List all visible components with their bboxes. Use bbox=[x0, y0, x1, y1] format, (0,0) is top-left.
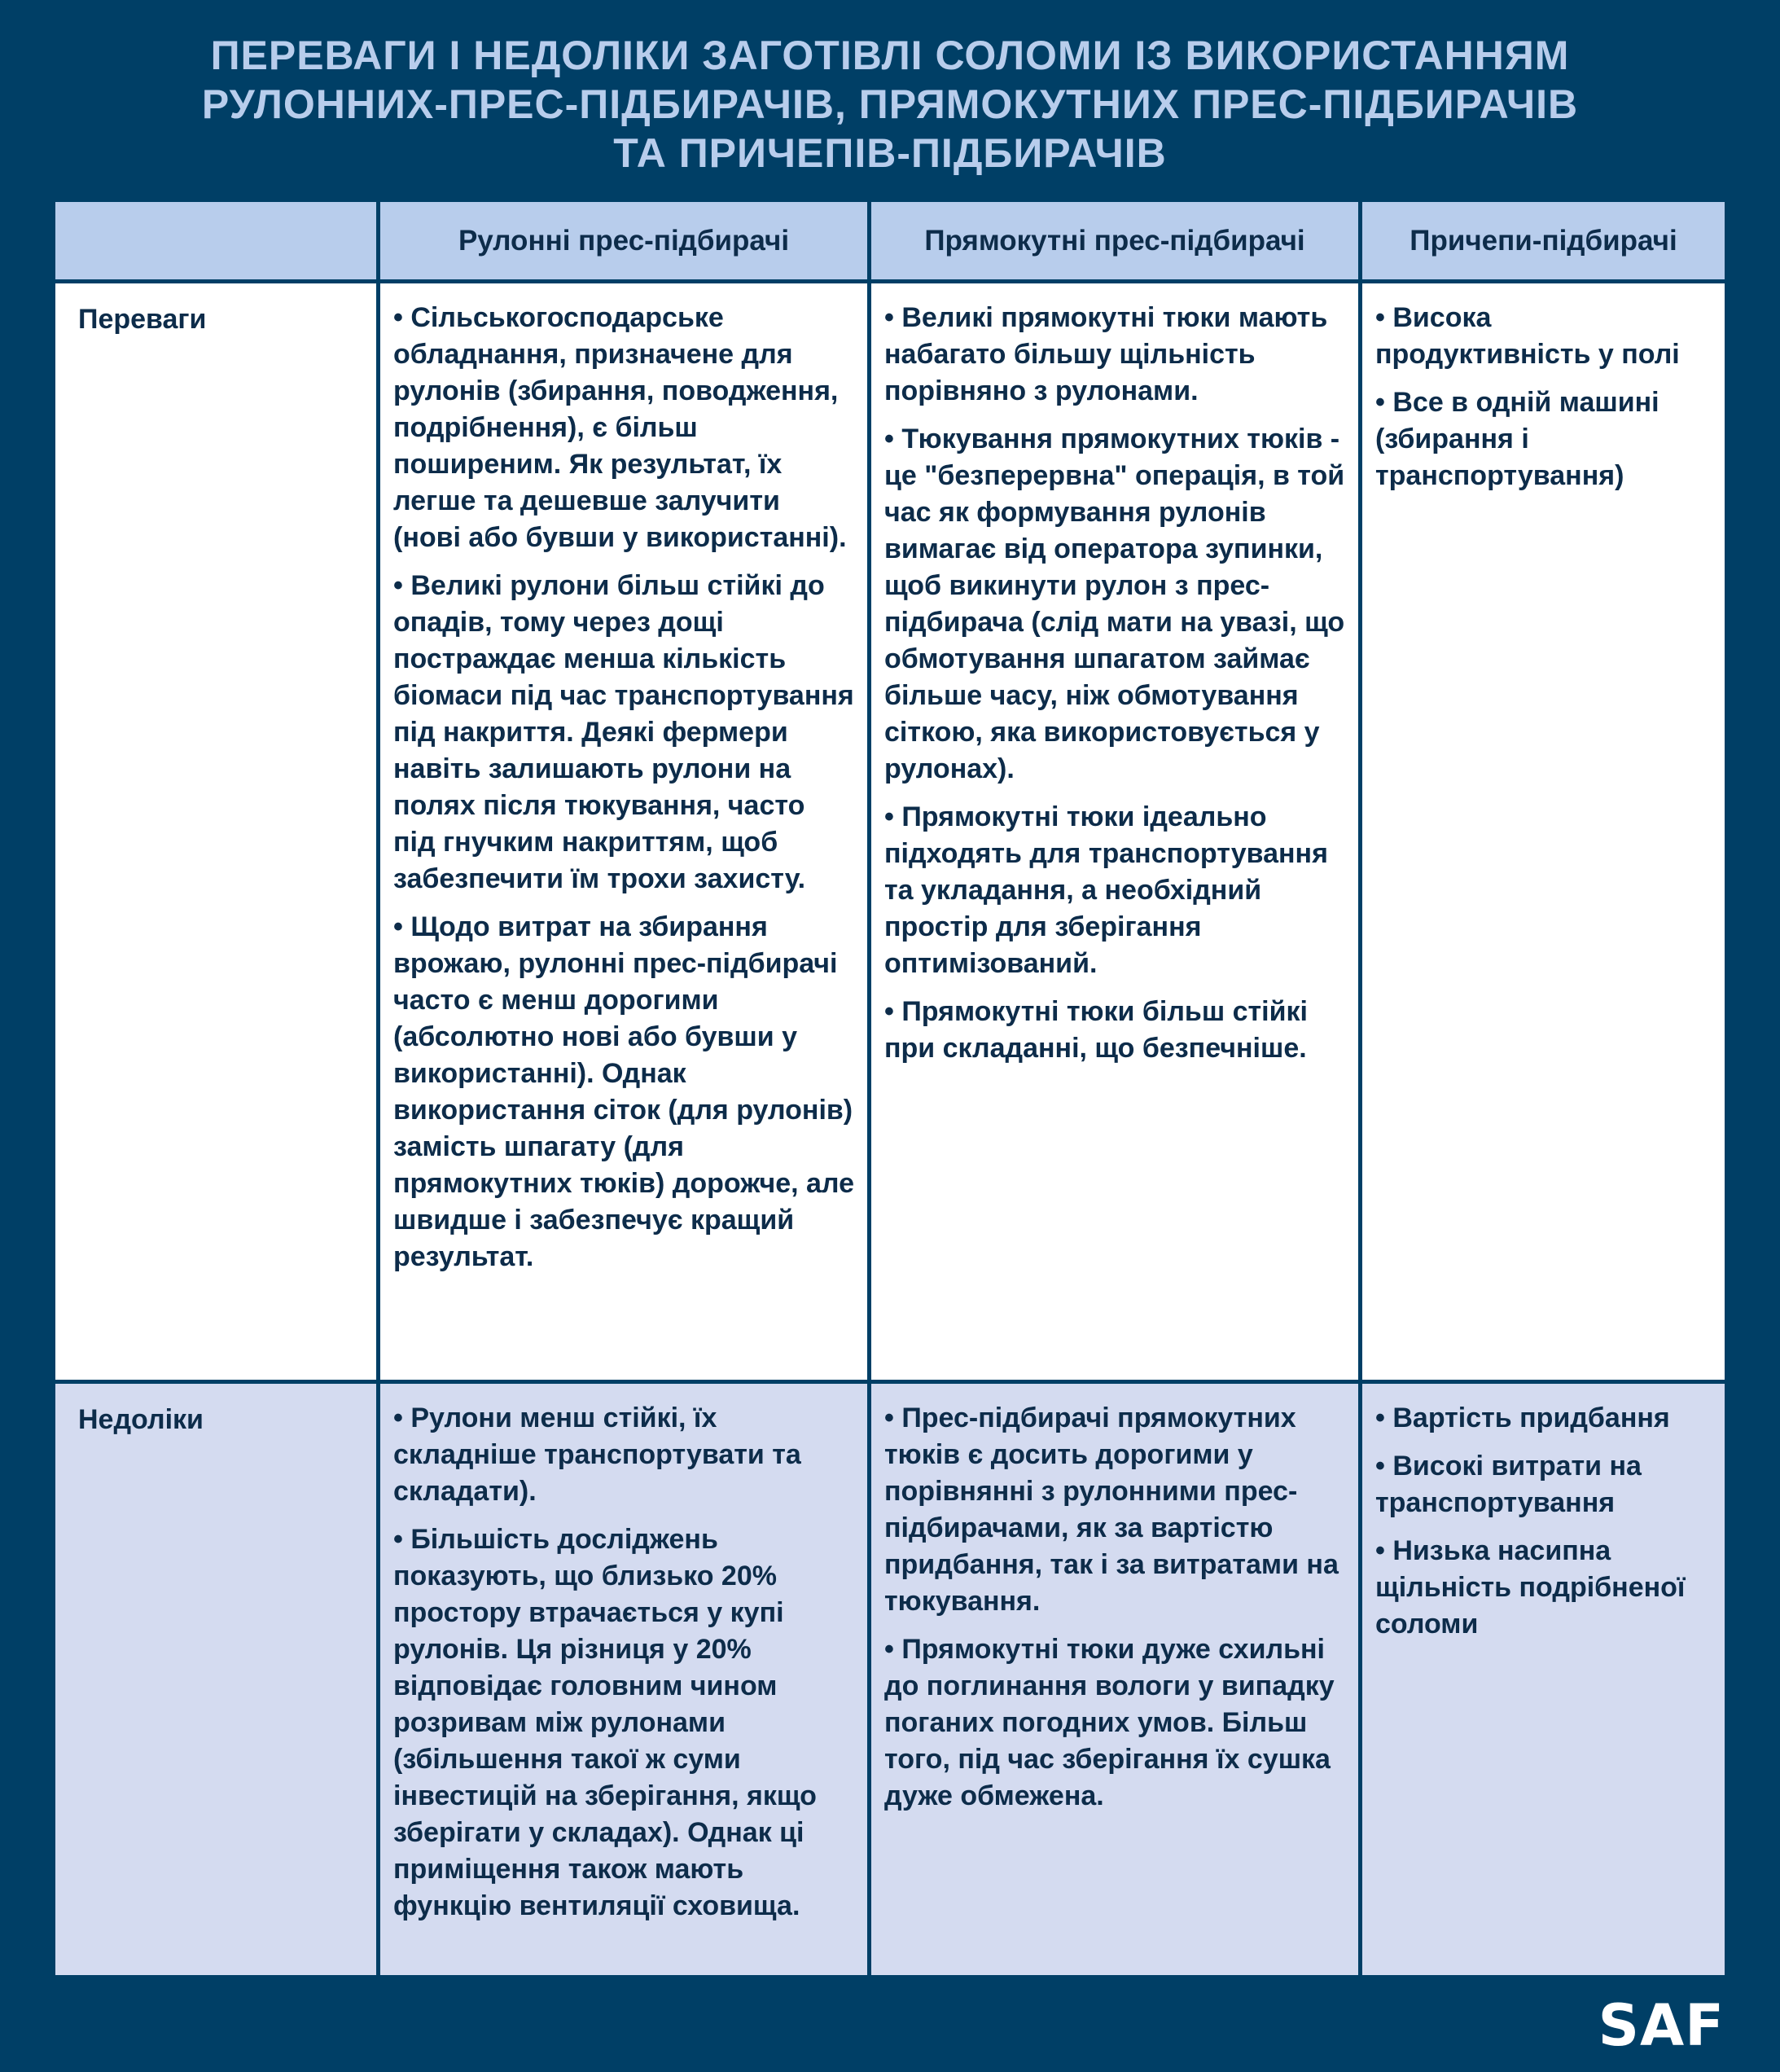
advantages-square-balers-cell bbox=[871, 283, 1358, 1380]
list-item: • Великі прямокутні тюки мають набагато більшу щільність порівняно з рулонами. bbox=[884, 302, 1328, 406]
list-item: • Тюкування прямокутних тюків - це "безперервна" операція, в той час як формування рулонів вимагає від оператора зупинки, щоб викинути рулон з прес-підбирача (слід мати на увазі, що обмотування шпагатом займає більше часу, ніж обмотування сіткою, яка використовується у рулонах). bbox=[884, 424, 1345, 784]
list-item: • Низька насипна щільність подрібненої соломи bbox=[1375, 1535, 1686, 1640]
list-item: • Все в одній машині (збирання і транспортування) bbox=[1375, 387, 1659, 491]
list-item: • Щодо витрат на збирання врожаю, рулонні прес-підбирачі часто є менш дорогими (абсолютно нові або бувши у використанні). Однак використання сіток (для рулонів) замість шпагату (для прямокутних тюків) дорожче, але швидше і забезпечує кращий результат. bbox=[393, 911, 854, 1272]
list-item: • Вартість придбання bbox=[1375, 1403, 1670, 1433]
list-item: • Прямокутні тюки більш стійкі при складанні, що безпечніше. bbox=[884, 996, 1308, 1064]
row-label-disadvantages: Недоліки bbox=[55, 1384, 376, 1975]
header-pickup-trailers: Причепи-підбирачі bbox=[1362, 202, 1725, 279]
list-item: • Високі витрати на транспортування bbox=[1375, 1451, 1642, 1518]
list-item: • Прес-підбирачі прямокутних тюків є досить дорогими у порівнянні з рулонними прес-підбирачами, як за вартістю придбання, так і за витратами на тюкування. bbox=[884, 1403, 1339, 1617]
title-line: ПЕРЕВАГИ І НЕДОЛІКИ ЗАГОТІВЛІ СОЛОМИ ІЗ ВИКОРИСТАННЯМ bbox=[210, 33, 1570, 78]
list-item: • Прямокутні тюки дуже схильні до поглинання вологи у випадку поганих погодних умов. Більш того, під час зберігання їх сушка дуже обмежена. bbox=[884, 1634, 1335, 1811]
disadvantages-square-balers-cell bbox=[871, 1384, 1358, 1975]
list-item: • Прямокутні тюки ідеально підходять для транспортування та укладання, а необхідний простір для зберігання оптимізований. bbox=[884, 801, 1328, 979]
title-line: РУЛОННИХ-ПРЕС-ПІДБИРАЧІВ, ПРЯМОКУТНИХ ПРЕС-ПІДБИРАЧІВ bbox=[201, 81, 1579, 127]
header-square-balers: Прямокутні прес-підбирачі bbox=[871, 202, 1358, 279]
list-item: • Рулони менш стійкі, їх складніше транспортувати та складати). bbox=[393, 1403, 801, 1507]
advantages-pickup-trailers-cell bbox=[1362, 283, 1725, 1380]
header-round-balers: Рулонні прес-підбирачі bbox=[380, 202, 867, 279]
header-empty-cell bbox=[55, 202, 376, 279]
list-item: • Великі рулони більш стійкі до опадів, тому через дощі постраждає менша кількість біомаси під час транспортування під накриття. Деякі фермери навіть залишають рулони на полях після тюкування, часто під гнучким накриттям, щоб забезпечити їм трохи захисту. bbox=[393, 570, 854, 894]
row-label-advantages: Переваги bbox=[55, 283, 376, 1380]
saf-logo: SAF bbox=[1598, 1992, 1725, 2059]
list-item: • Сільськогосподарське обладнання, призначене для рулонів (збирання, поводження, подрібнення), є більш поширеним. Як результат, їх легше та дешевше залучити (нові або бувши у використанні). bbox=[393, 302, 847, 553]
title-line: ТА ПРИЧЕПІВ-ПІДБИРАЧІВ bbox=[613, 130, 1167, 176]
disadvantages-pickup-trailers-cell bbox=[1362, 1384, 1725, 1975]
disadvantages-round-balers-cell bbox=[380, 1384, 867, 1975]
advantages-round-balers-cell bbox=[380, 283, 867, 1380]
page-title bbox=[0, 31, 1780, 178]
list-item: • Висока продуктивність у полі bbox=[1375, 302, 1680, 370]
list-item: • Більшість досліджень показують, що близько 20% простору втрачається у купі рулонів. Ця різниця у 20% відповідає головним чином розривам між рулонами (збільшення такої ж суми інвестицій на зберігання, якщо зберігати у складах). Однак ці приміщення також мають функцію вентиляції сховища. bbox=[393, 1524, 817, 1921]
